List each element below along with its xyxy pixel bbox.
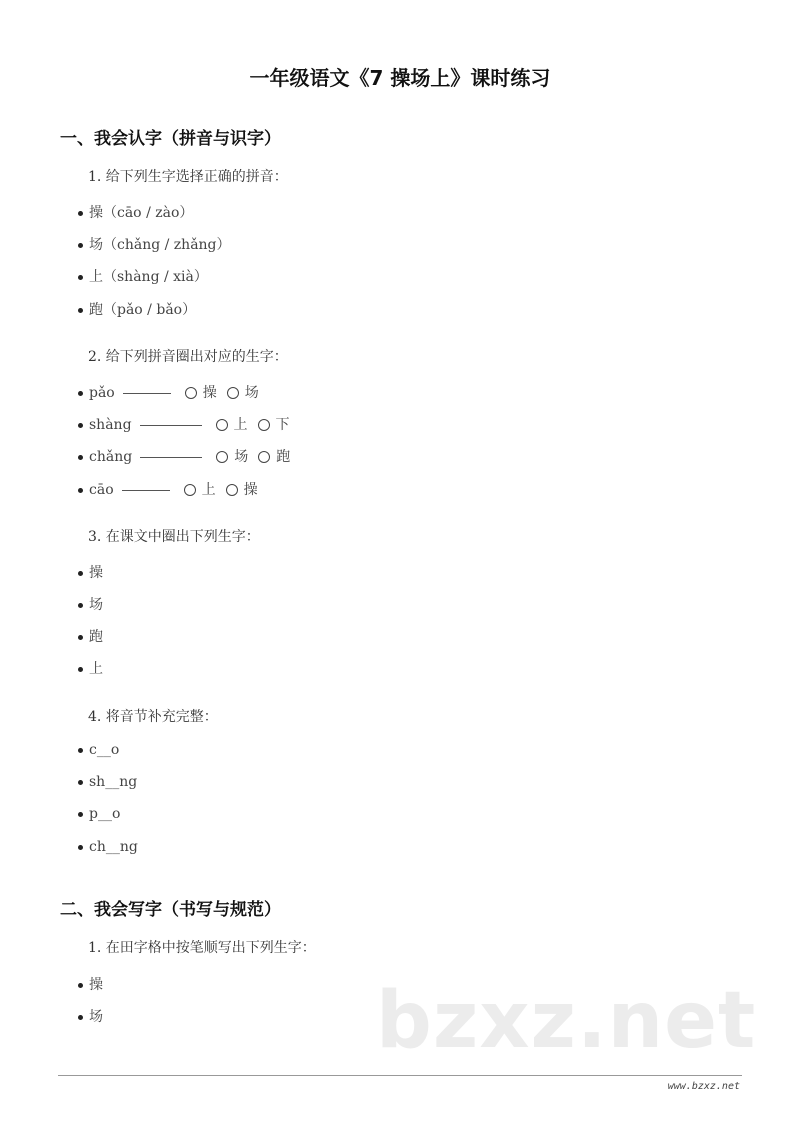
list-item [78,266,208,286]
bullet-icon [78,243,83,248]
bullet-icon [78,667,83,672]
footer-divider [58,1075,742,1076]
dash-line [123,393,171,394]
list-item [78,974,103,994]
bullet-icon [78,1015,83,1020]
list-item [78,414,290,434]
option-char: 操 [243,482,258,498]
watermark: bzxz.net [376,976,757,1066]
bullet-icon [78,983,83,988]
item-text: 跑（pǎo / bǎo） [89,302,197,318]
bullet-icon [78,308,83,313]
item-text: c__o [89,742,120,758]
option-char: 跑 [276,449,291,465]
item-text: 操 [89,565,103,581]
bullet-icon [78,571,83,576]
item-text: 上（shàng / xià） [89,269,208,285]
circle-option-icon [216,451,228,463]
item-text: p__o [89,806,121,822]
dash-line [140,425,202,426]
bullet-icon [78,455,83,460]
bullet-icon [78,423,83,428]
item-text: sh__ng [89,774,138,790]
item-text: 场 [89,1009,103,1025]
list-item [78,774,137,790]
list-item [78,202,193,222]
list-item [78,626,103,646]
list-item [78,839,138,855]
pinyin: pǎo [89,385,115,401]
list-item [78,742,119,758]
question: 1. 给下列生字选择正确的拼音： [88,169,288,185]
bullet-icon [78,391,83,396]
footer-url: www.bzxz.net [667,1081,740,1092]
bullet-icon [78,748,83,753]
item-text: 操（cāo / zào） [89,205,194,221]
circle-option-icon [226,484,238,496]
circle-option-icon [227,387,239,399]
option-char: 上 [201,482,216,498]
list-item [78,479,258,499]
bullet-icon [78,635,83,640]
bullet-icon [78,603,83,608]
dash-line [140,457,202,458]
question: 3. 在课文中圈出下列生字： [88,529,260,545]
question: 2. 给下列拼音圈出对应的生字： [88,349,288,365]
option-char: 操 [202,385,217,401]
list-item [78,382,259,402]
item-text: ch__ng [89,839,138,855]
pinyin: chǎng [89,449,133,465]
pinyin: cāo [89,482,114,498]
question: 4. 将音节补充完整： [88,709,218,725]
list-item [78,658,103,678]
option-char: 上 [233,417,248,433]
section-heading: 一、我会认字（拼音与识字） [60,129,281,149]
pinyin: shàng [89,417,132,433]
circle-option-icon [216,419,228,431]
list-item [78,594,103,614]
item-text: 操 [89,977,103,993]
circle-option-icon [258,419,270,431]
bullet-icon [78,845,83,850]
dash-line [122,490,170,491]
list-item [78,299,196,319]
bullet-icon [78,812,83,817]
question: 1. 在田字格中按笔顺写出下列生字： [88,940,316,956]
bullet-icon [78,211,83,216]
list-item [78,806,120,822]
circle-option-icon [185,387,197,399]
list-item [78,1006,103,1026]
option-char: 场 [244,385,259,401]
bullet-icon [78,780,83,785]
list-item [78,446,290,466]
list-item [78,234,231,254]
item-text: 场 [89,597,103,613]
item-text: 场（chǎng / zhǎng） [89,237,231,253]
page-title: 一年级语文《7 操场上》课时练习 [249,66,551,90]
circle-option-icon [184,484,196,496]
circle-option-icon [258,451,270,463]
item-text: 跑 [89,629,103,645]
item-text: 上 [89,661,103,677]
bullet-icon [78,275,83,280]
option-char: 场 [234,449,249,465]
option-char: 下 [275,417,290,433]
list-item [78,562,103,582]
section-heading: 二、我会写字（书写与规范） [60,900,281,920]
bullet-icon [78,488,83,493]
